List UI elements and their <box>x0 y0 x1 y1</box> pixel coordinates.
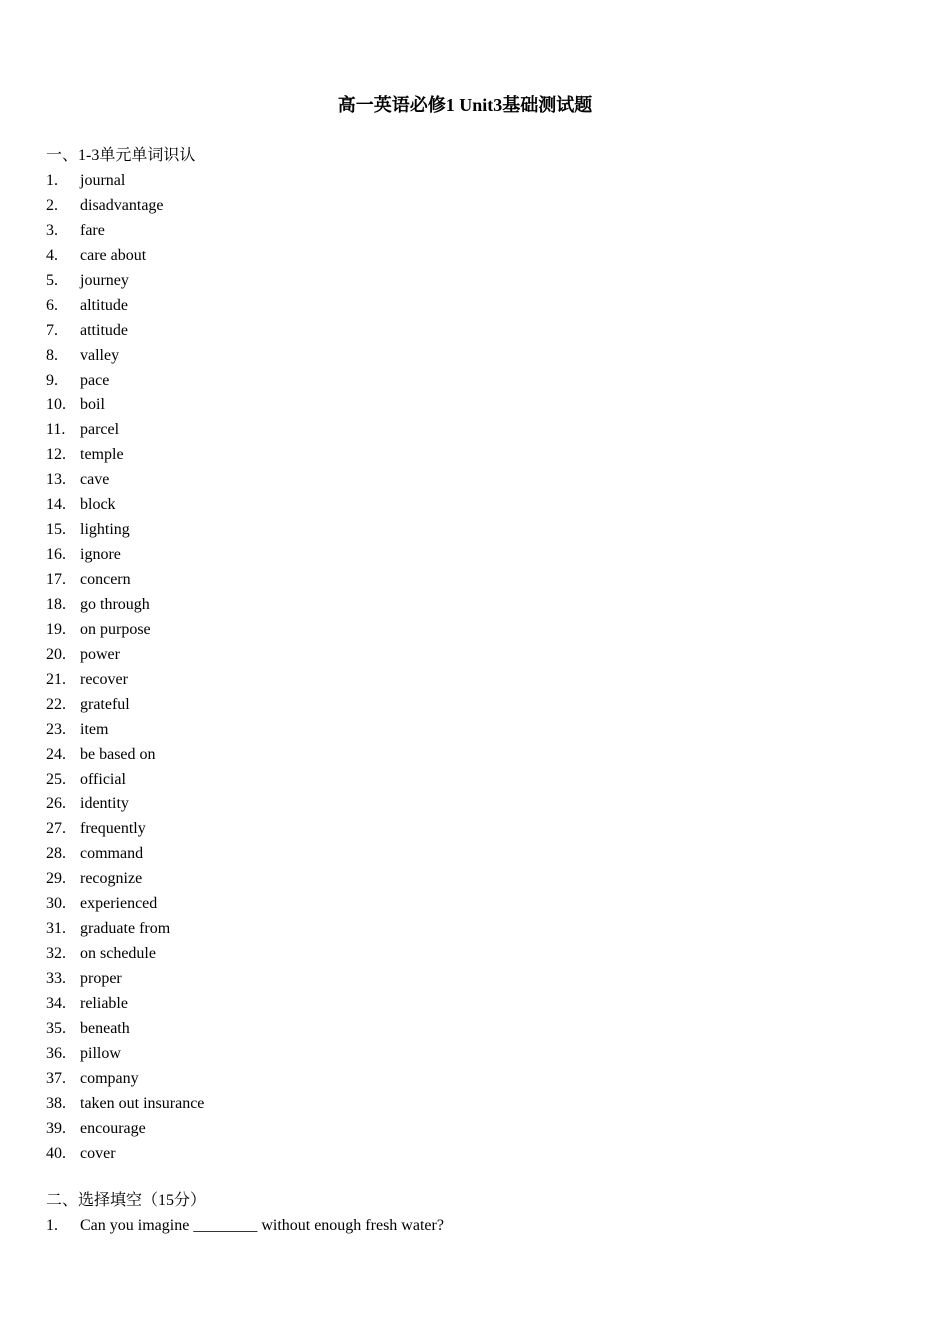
list-item <box>46 668 204 693</box>
list-item <box>46 743 204 768</box>
item-text: altitude <box>80 296 128 314</box>
item-number: 5. <box>46 271 58 289</box>
list-item <box>46 369 204 394</box>
item-text: identity <box>80 795 129 813</box>
item-number: 27. <box>46 820 66 838</box>
item-text: item <box>80 720 109 738</box>
item-number: 6. <box>46 296 58 314</box>
item-number: 39. <box>46 1119 66 1137</box>
item-number: 33. <box>46 970 66 987</box>
item-text: temple <box>80 446 124 464</box>
item-number: 4. <box>46 246 58 264</box>
item-number: 25. <box>46 770 66 788</box>
list-item <box>46 393 204 418</box>
item-number: 9. <box>46 371 58 389</box>
item-text: boil <box>80 396 105 414</box>
item-text: on purpose <box>80 620 151 638</box>
item-number: 31. <box>46 920 66 938</box>
item-text: cover <box>80 1144 116 1162</box>
item-number: 19. <box>46 620 66 638</box>
item-text: beneath <box>80 1019 130 1037</box>
list-item <box>46 219 204 244</box>
list-item <box>46 967 204 992</box>
list-item <box>46 643 204 668</box>
list-item <box>46 942 204 967</box>
item-number: 20. <box>46 645 66 663</box>
item-number: 23. <box>46 720 66 738</box>
item-text: disadvantage <box>80 196 164 214</box>
list-item <box>46 269 204 294</box>
item-text: ignore <box>80 546 121 564</box>
item-text: recognize <box>80 870 143 888</box>
item-text: taken out insurance <box>80 1094 205 1112</box>
item-text: be based on <box>80 745 156 763</box>
item-text: company <box>80 1069 139 1087</box>
item-text: block <box>80 496 116 514</box>
item-number: 18. <box>46 595 66 613</box>
list-item <box>46 344 204 369</box>
list-item <box>46 418 204 443</box>
item-number: 24. <box>46 745 66 763</box>
item-number: 30. <box>46 895 66 913</box>
item-text: experienced <box>80 895 158 913</box>
list-item <box>46 1017 204 1042</box>
item-text: care about <box>80 246 147 264</box>
list-item <box>46 718 204 743</box>
list-item <box>46 1042 204 1067</box>
list-item <box>46 1142 204 1167</box>
list-item <box>46 842 204 867</box>
item-number: 1. <box>46 1217 58 1234</box>
item-text: recover <box>80 670 128 688</box>
item-text: journal <box>80 172 126 189</box>
item-text: parcel <box>80 421 120 439</box>
page-title: 高一英语必修1 Unit3基础测试题 <box>337 95 593 115</box>
item-number: 11. <box>46 421 66 439</box>
item-number: 13. <box>46 471 66 489</box>
list-item <box>46 319 204 344</box>
item-text: power <box>80 645 120 663</box>
item-number: 40. <box>46 1144 66 1162</box>
list-item <box>46 693 204 718</box>
list-item <box>46 593 204 618</box>
item-number: 16. <box>46 546 66 564</box>
item-text: pillow <box>80 1044 121 1062</box>
item-number: 29. <box>46 870 66 888</box>
item-text: official <box>80 770 126 788</box>
list-item <box>46 518 204 543</box>
list-item <box>46 817 204 842</box>
list-item <box>46 867 204 892</box>
list-item <box>46 493 204 518</box>
item-text: lighting <box>80 521 130 539</box>
item-text: concern <box>80 571 131 588</box>
item-text: proper <box>80 970 122 987</box>
item-number: 21. <box>46 670 66 688</box>
item-text: graduate from <box>80 920 171 938</box>
item-number: 38. <box>46 1094 66 1112</box>
list-item <box>46 1067 204 1092</box>
list-item <box>46 917 204 942</box>
list-item <box>46 568 204 593</box>
list-item <box>46 768 204 793</box>
item-text: frequently <box>80 820 146 838</box>
list-item <box>46 618 204 643</box>
item-number: 35. <box>46 1019 66 1037</box>
item-number: 2. <box>46 196 58 214</box>
item-number: 3. <box>46 221 58 239</box>
item-text: fare <box>80 221 105 239</box>
list-item <box>46 892 204 917</box>
vocabulary-list <box>46 169 204 1167</box>
section-heading-multiple-choice: 二、选择填空（15分） <box>46 1192 207 1209</box>
item-text: valley <box>80 346 120 364</box>
item-number: 22. <box>46 695 66 713</box>
item-text: pace <box>80 371 110 389</box>
list-item <box>46 294 204 319</box>
item-number: 15. <box>46 521 66 539</box>
item-number: 28. <box>46 845 66 863</box>
item-text: command <box>80 845 144 863</box>
item-text: go through <box>80 595 150 613</box>
list-item <box>46 992 204 1017</box>
item-number: 32. <box>46 945 66 963</box>
item-text: journey <box>80 271 129 289</box>
item-text: grateful <box>80 695 130 713</box>
question-item <box>46 1214 444 1239</box>
item-number: 37. <box>46 1069 66 1087</box>
list-item <box>46 543 204 568</box>
item-number: 34. <box>46 994 66 1012</box>
item-number: 26. <box>46 795 66 813</box>
list-item <box>46 468 204 493</box>
item-number: 1. <box>46 172 58 189</box>
list-item <box>46 194 204 219</box>
item-number: 7. <box>46 321 58 339</box>
item-text: attitude <box>80 321 128 339</box>
list-item <box>46 244 204 269</box>
item-text: encourage <box>80 1119 146 1137</box>
item-text: reliable <box>80 994 128 1012</box>
item-text: Can you imagine ________ without enough fresh water? <box>80 1217 444 1234</box>
question-list <box>46 1214 444 1239</box>
item-text: on schedule <box>80 945 156 963</box>
item-number: 14. <box>46 496 66 514</box>
item-number: 17. <box>46 571 66 588</box>
list-item <box>46 1117 204 1142</box>
item-number: 12. <box>46 446 66 464</box>
list-item <box>46 1092 204 1117</box>
section-heading-vocabulary: 一、1-3单元单词识认 <box>46 147 196 164</box>
list-item <box>46 443 204 468</box>
item-text: cave <box>80 471 110 489</box>
item-number: 36. <box>46 1044 66 1062</box>
item-number: 8. <box>46 346 58 364</box>
item-number: 10. <box>46 396 66 414</box>
list-item <box>46 169 204 194</box>
list-item <box>46 792 204 817</box>
